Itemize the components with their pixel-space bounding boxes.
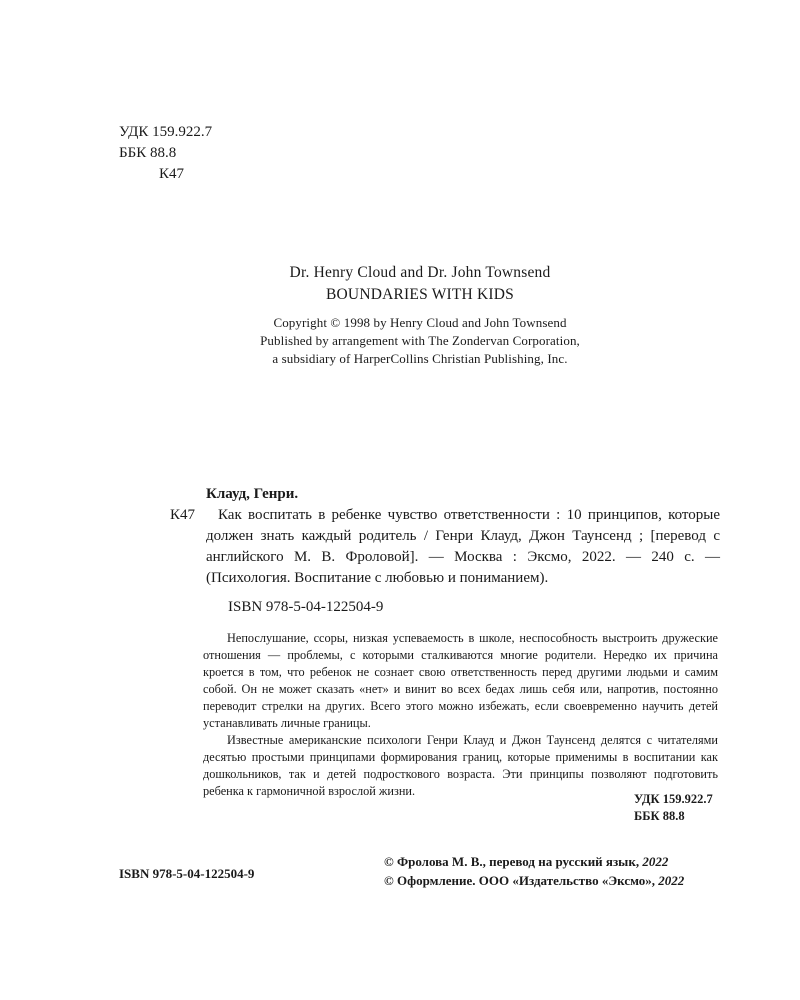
catalog-record xyxy=(170,484,720,618)
translation-copyright-text: © Фролова М. В., перевод на русский язык, xyxy=(384,854,640,869)
copyright-line: Published by arrangement with The Zondervan Corporation, xyxy=(260,333,580,348)
bbk-code: ББК 88.8 xyxy=(119,145,177,161)
bottom-classification-codes xyxy=(634,791,713,825)
annotation-paragraph: Известные американские психологи Генри Клауд и Джон Таунсенд делятся с читателями десятью простыми принципами формирования границ, которые применимы в воспитании как дошкольников, так и детей подросткового возраста. Эти принципы позволяют подготовить ребенка к гармоничной взрослой жизни. xyxy=(203,733,718,798)
udk-code-bottom: УДК 159.922.7 xyxy=(634,792,713,806)
design-copyright-text: © Оформление. ООО «Издательство «Эксмо», xyxy=(384,873,656,888)
copyright-line: Copyright © 1998 by Henry Cloud and John Townsend xyxy=(273,315,567,330)
footer-copyrights xyxy=(384,852,684,890)
design-copyright xyxy=(384,871,684,890)
annotation-paragraph: Непослушание, ссоры, низкая успеваемость в школе, неспособность выстроить дружеские отношения — проблемы, с которыми сталкиваются многие родители. Нередко их причина кроется в том, что ребенок не сознает свою ответственность перед другими людьми и самим собой. Он не может сказать «нет» и винит во всех бедах лишь себя или, напротив, постоянно переводит стрелки на других. Всего этого можно избежать, если своевременно научить детей устанавливать личные границы. xyxy=(203,631,718,730)
catalog-isbn: ISBN 978-5-04-122504-9 xyxy=(228,599,384,615)
footer-isbn: ISBN 978-5-04-122504-9 xyxy=(119,866,255,881)
author-mark: К47 xyxy=(159,166,185,182)
catalog-description: Как воспитать в ребенке чувство ответственности : 10 принципов, которые должен знать каждый родитель / Генри Клауд, Джон Таунсенд ; [перевод с английского М. В. Фроловой]. — Москва : Эксмо, 2022. — 240 с. — (Психология. Воспитание с любовью и пониманием). xyxy=(206,507,720,586)
translation-copyright xyxy=(384,852,684,871)
bbk-code-bottom: ББК 88.8 xyxy=(634,809,685,823)
original-copyright xyxy=(0,314,800,368)
design-copyright-year: 2022 xyxy=(658,873,685,888)
catalog-author-heading: Клауд, Генри. xyxy=(206,486,299,502)
original-authors: Dr. Henry Cloud and Dr. John Townsend xyxy=(289,264,551,281)
annotation xyxy=(203,630,718,800)
original-edition-block xyxy=(0,262,800,306)
original-title: BOUNDARIES WITH KIDS xyxy=(326,286,514,303)
catalog-code: К47 xyxy=(170,507,196,523)
copyright-line: a subsidiary of HarperCollins Christian Publishing, Inc. xyxy=(272,351,568,366)
translation-copyright-year: 2022 xyxy=(642,854,669,869)
udk-code: УДК 159.922.7 xyxy=(119,124,213,140)
top-classification-codes xyxy=(119,122,212,185)
